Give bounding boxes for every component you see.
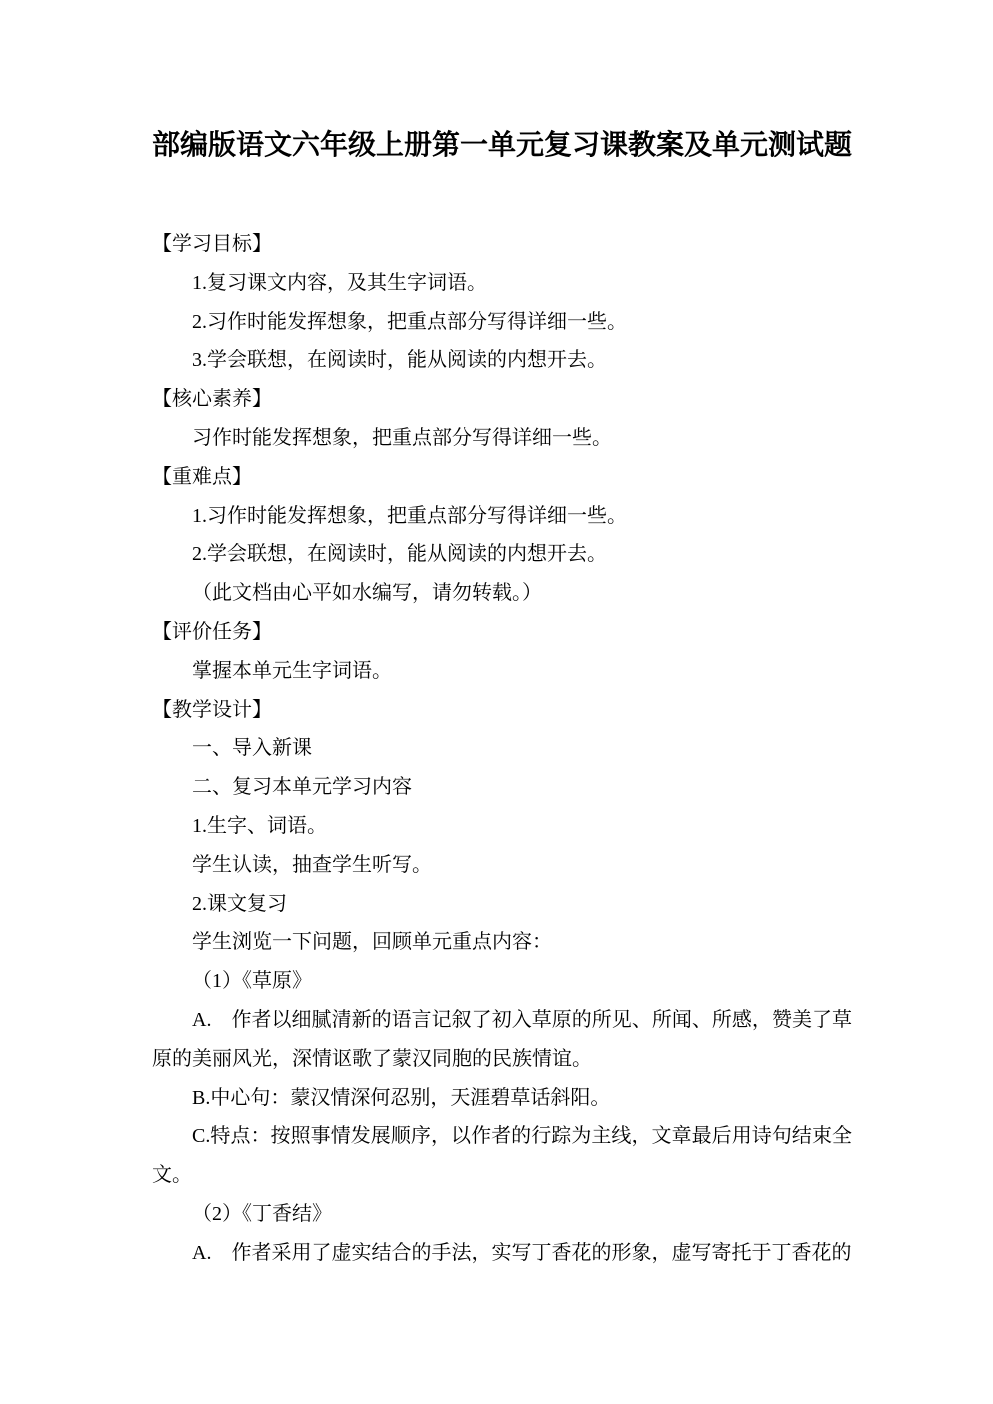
section-heading: 【重难点】 [152, 465, 252, 488]
paragraph: （2）《丁香结》 [192, 1202, 332, 1225]
paragraph: 1.复习课文内容，及其生字词语。 [192, 271, 487, 294]
paragraph: 2.学会联想，在阅读时，能从阅读的内想开去。 [192, 543, 607, 566]
section-heading: 【核心素养】 [152, 388, 272, 411]
paragraph: 二、复习本单元学习内容 [192, 776, 412, 799]
document-body [152, 225, 852, 1273]
paragraph: 1.生字、词语。 [192, 814, 327, 837]
paragraph: 3.学会联想，在阅读时，能从阅读的内想开去。 [192, 349, 607, 372]
paragraph: 学生认读，抽查学生听写。 [192, 853, 432, 876]
document-content [152, 0, 852, 1273]
paragraph: C.特点：按照事情发展顺序，以作者的行踪为主线，文章最后用诗句结束全文。 [152, 1125, 852, 1187]
paragraph: 学生浏览一下问题，回顾单元重点内容： [192, 931, 552, 954]
paragraph: 2.习作时能发挥想象，把重点部分写得详细一些。 [192, 310, 627, 333]
paragraph: 一、导入新课 [192, 737, 312, 760]
paragraph: 2.课文复习 [192, 892, 287, 915]
paragraph: A. 作者以细腻清新的语言记叙了初入草原的所见、所闻、所感，赞美了草原的美丽风光，深情讴歌了蒙汉同胞的民族情谊。 [152, 1008, 852, 1070]
paragraph: A. 作者采用了虚实结合的手法，实写丁香花的形象，虚写寄托于丁香花的 [192, 1241, 852, 1264]
document-title: 部编版语文六年级上册第一单元复习课教案及单元测试题 [152, 130, 853, 161]
paragraph: 掌握本单元生字词语。 [192, 659, 392, 682]
section-heading: 【学习目标】 [152, 233, 272, 255]
section-heading: 【评价任务】 [152, 620, 272, 643]
paragraph: B.中心句：蒙汉情深何忍别，天涯碧草话斜阳。 [192, 1086, 611, 1109]
paragraph: 习作时能发挥想象，把重点部分写得详细一些。 [192, 426, 612, 449]
paragraph: （1）《草原》 [192, 970, 312, 993]
section-heading: 【教学设计】 [152, 698, 272, 721]
paragraph: 1.习作时能发挥想象，把重点部分写得详细一些。 [192, 504, 627, 527]
paragraph: （此文档由心平如水编写，请勿转载。） [192, 582, 542, 605]
